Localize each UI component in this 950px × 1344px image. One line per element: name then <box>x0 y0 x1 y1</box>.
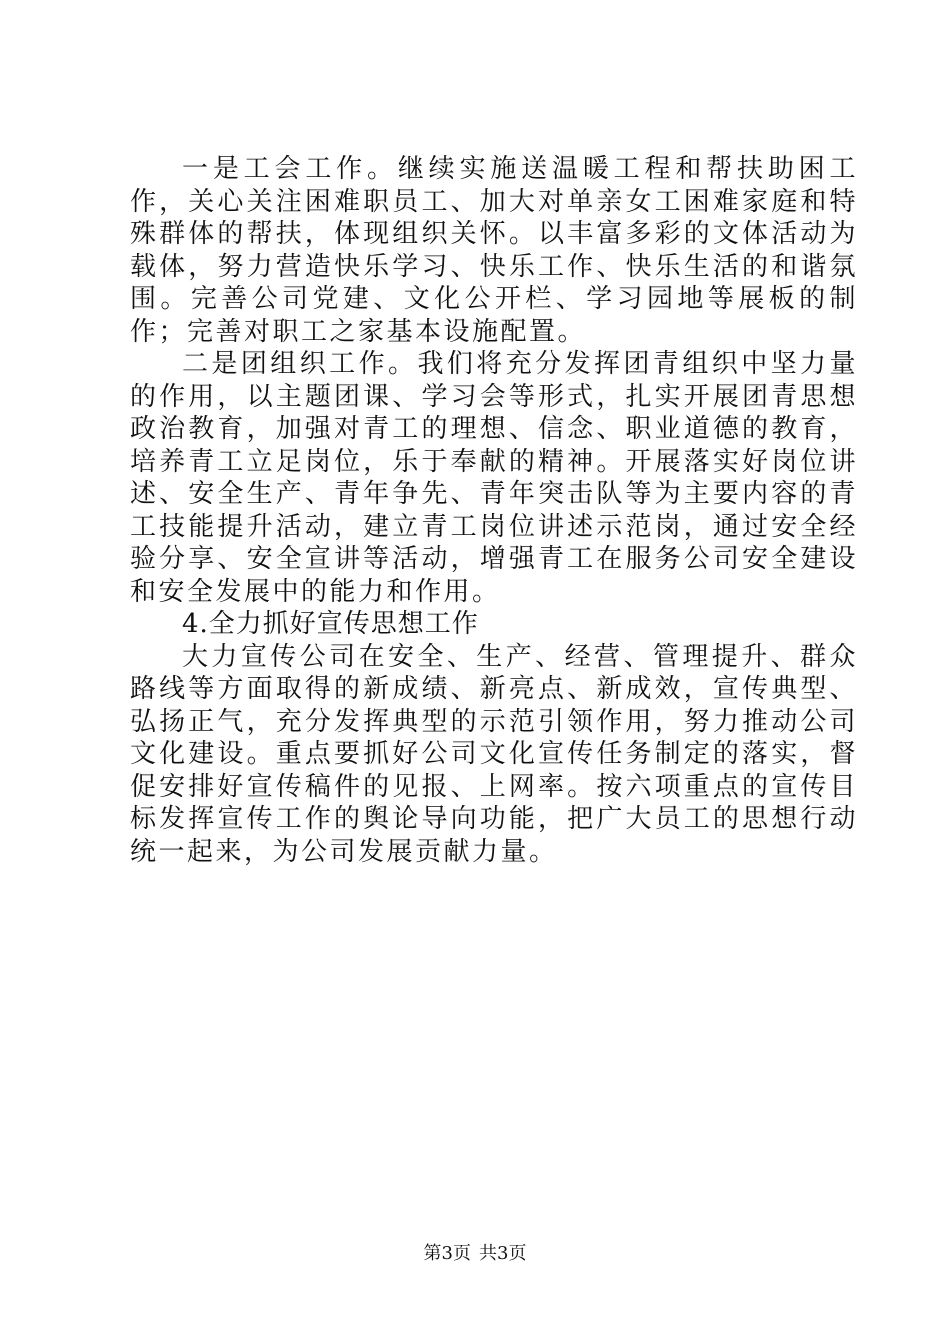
page-total: 共3页 <box>479 1243 527 1264</box>
paragraph-league-work: 二是团组织工作。我们将充分发挥团青组织中坚力量的作用，以主题团课、学习会等形式，扎实开展团青思想政治教育，加强对青工的理想、信念、职业道德的教育，培养青工立足岗位，乐于奉献的精神。开展落实好岗位讲述、安全生产、青年争先、青年突击队等为主要内容的青工技能提升活动，建立青工岗位讲述示范岗，通过安全经验分享、安全宣讲等活动，增强青工在服务公司安全建设和安全发展中的能力和作用。 <box>130 349 858 607</box>
paragraph-publicity-work: 大力宣传公司在安全、生产、经营、管理提升、群众路线等方面取得的新成绩、新亮点、新成效，宣传典型、弘扬正气，充分发挥典型的示范引领作用，努力推动公司文化建设。重点要抓好公司文化宣传任务制定的落实，督促安排好宣传稿件的见报、上网率。按六项重点的宣传目标发挥宣传工作的舆论导向功能，把广大员工的思想行动统一起来，为公司发展贡献力量。 <box>130 641 858 867</box>
page-number: 第3页 <box>423 1243 471 1264</box>
page-footer <box>0 1242 950 1266</box>
paragraph-union-work: 一是工会工作。继续实施送温暖工程和帮扶助困工作，关心关注困难职员工、加大对单亲女工困难家庭和特殊群体的帮扶，体现组织关怀。以丰富多彩的文体活动为载体，努力营造快乐学习、快乐工作、快乐生活的和谐氛围。完善公司党建、文化公开栏、学习园地等展板的制作；完善对职工之家基本设施配置。 <box>130 154 858 347</box>
section-heading: 4.全力抓好宣传思想工作 <box>182 609 479 639</box>
document-body <box>130 153 858 868</box>
